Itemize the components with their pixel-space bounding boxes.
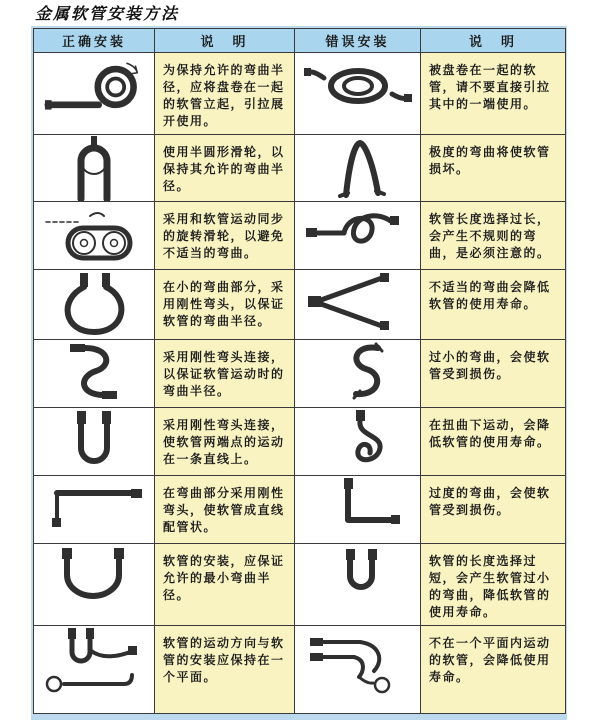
- correct-description-cell: [155, 544, 295, 626]
- correct-description-cell: [155, 408, 295, 476]
- hose-sharp-l-bend-icon: [295, 476, 420, 536]
- header-wrong-install: 错误安装: [295, 29, 421, 53]
- installation-table: [33, 28, 566, 714]
- hose-irregular-loop-icon: [295, 202, 420, 260]
- hose-improper-sharp-fork-icon: [295, 270, 420, 332]
- wrong-image-cell: [295, 135, 421, 202]
- description-text: 极度的弯曲将使软管损坏。: [429, 145, 551, 176]
- coil-unrolled-hose-icon: [34, 53, 154, 119]
- page-title: 金属软管安装方法: [35, 4, 180, 23]
- description-text: 使用半圆形滑轮，以保持其允许的弯曲半径。: [163, 145, 285, 193]
- wrong-image-cell: [295, 53, 421, 135]
- hose-motion-out-of-plane-icon: [295, 626, 420, 696]
- table-row: [34, 408, 566, 476]
- wrong-description-cell: [421, 202, 566, 270]
- wrong-image-cell: [295, 544, 421, 626]
- correct-image-cell: [34, 53, 155, 135]
- table-row: [34, 202, 566, 270]
- wrong-description-cell: [421, 544, 566, 626]
- hose-extreme-bend-icon: [295, 135, 420, 199]
- correct-image-cell: [34, 270, 155, 340]
- hose-narrow-u-bend-icon: [295, 544, 420, 600]
- wrong-image-cell: [295, 476, 421, 544]
- correct-image-cell: [34, 408, 155, 476]
- coil-pulled-hose-icon: [295, 53, 420, 113]
- description-text: 被盘卷在一起的软管，请不要直接引拉其中的一端使用。: [429, 63, 551, 111]
- table-row: [34, 53, 566, 135]
- wrong-description-cell: [421, 53, 566, 135]
- description-text: 在弯曲部分采用刚性弯头，使软管成直线配管状。: [163, 486, 285, 534]
- wrong-image-cell: [295, 340, 421, 408]
- hose-tight-s-hook-icon: [295, 340, 420, 400]
- header-row: [34, 29, 566, 53]
- description-text: 软管的长度选择过短，会产生软管过小的弯曲，降低软管的使用寿命。: [429, 554, 551, 619]
- correct-description-cell: [155, 202, 295, 270]
- hose-twisted-motion-icon: [295, 408, 420, 470]
- description-text: 在小的弯曲部分，采用刚性弯头，以保证软管的弯曲半径。: [163, 280, 285, 328]
- wrong-description-cell: [421, 408, 566, 476]
- wrong-image-cell: [295, 408, 421, 476]
- correct-description-cell: [155, 340, 295, 408]
- description-text: 采用和软管运动同步的旋转滑轮，以避免不适当的弯曲。: [163, 212, 285, 260]
- wrong-description-cell: [421, 135, 566, 202]
- description-text: 不在一个平面内运动的软管，会降低使用寿命。: [429, 636, 551, 684]
- wrong-image-cell: [295, 202, 421, 270]
- hose-u-aligned-ends-icon: [34, 408, 154, 470]
- table-row: [34, 340, 566, 408]
- correct-description-cell: [155, 626, 295, 714]
- description-text: 软管长度选择过长，会产生不规则的弯曲，是必须注意的。: [429, 212, 551, 260]
- description-text: 不适当的弯曲会降低软管的使用寿命。: [429, 280, 551, 311]
- hose-wide-u-bend-icon: [34, 544, 154, 602]
- description-text: 软管的运动方向与软管的安装应保持在一个平面。: [163, 636, 285, 684]
- description-text: 为保持允许的弯曲半径，应将盘卷在一起的软管立起，引拉展开使用。: [163, 63, 285, 128]
- wrong-description-cell: [421, 270, 566, 340]
- wrong-image-cell: [295, 270, 421, 340]
- hose-motion-in-one-plane-icon: [34, 626, 154, 698]
- correct-description-cell: [155, 270, 295, 340]
- header-description-left: 说 明: [155, 29, 295, 53]
- table-frame: [31, 26, 567, 720]
- header-correct-install: 正确安装: [34, 29, 155, 53]
- wrong-description-cell: [421, 476, 566, 544]
- description-text: 过小的弯曲，会使软管受到损伤。: [429, 350, 551, 381]
- table-row: [34, 476, 566, 544]
- table-body: [34, 53, 566, 714]
- correct-image-cell: [34, 544, 155, 626]
- correct-description-cell: [155, 53, 295, 135]
- hose-straight-with-elbow-icon: [34, 476, 154, 534]
- header-description-right: 说 明: [421, 29, 566, 53]
- hose-over-semicircular-pulley-icon: [34, 135, 154, 201]
- correct-image-cell: [34, 135, 155, 202]
- correct-image-cell: [34, 202, 155, 270]
- description-text: 软管的安装，应保证允许的最小弯曲半径。: [163, 554, 285, 602]
- hose-rigid-elbow-loop-icon: [34, 270, 154, 336]
- wrong-description-cell: [421, 626, 566, 714]
- description-text: 过度的弯曲，会使软管受到损伤。: [429, 486, 551, 517]
- table-row: [34, 270, 566, 340]
- description-text: 采用刚性弯头连接，以保证软管运动时的弯曲半径。: [163, 350, 285, 398]
- table-row: [34, 544, 566, 626]
- correct-image-cell: [34, 476, 155, 544]
- description-text: 在扭曲下运动，会降低软管的使用寿命。: [429, 418, 551, 449]
- correct-description-cell: [155, 476, 295, 544]
- correct-image-cell: [34, 340, 155, 408]
- correct-description-cell: [155, 135, 295, 202]
- table-row: [34, 135, 566, 202]
- wrong-description-cell: [421, 340, 566, 408]
- correct-image-cell: [34, 626, 155, 714]
- hose-rotating-pulley-track-icon: [34, 202, 154, 266]
- hose-s-curve-with-elbows-icon: [34, 340, 154, 402]
- description-text: 采用刚性弯头连接，使软管两端点的运动在一条直线上。: [163, 418, 285, 466]
- wrong-image-cell: [295, 626, 421, 714]
- table-row: [34, 626, 566, 714]
